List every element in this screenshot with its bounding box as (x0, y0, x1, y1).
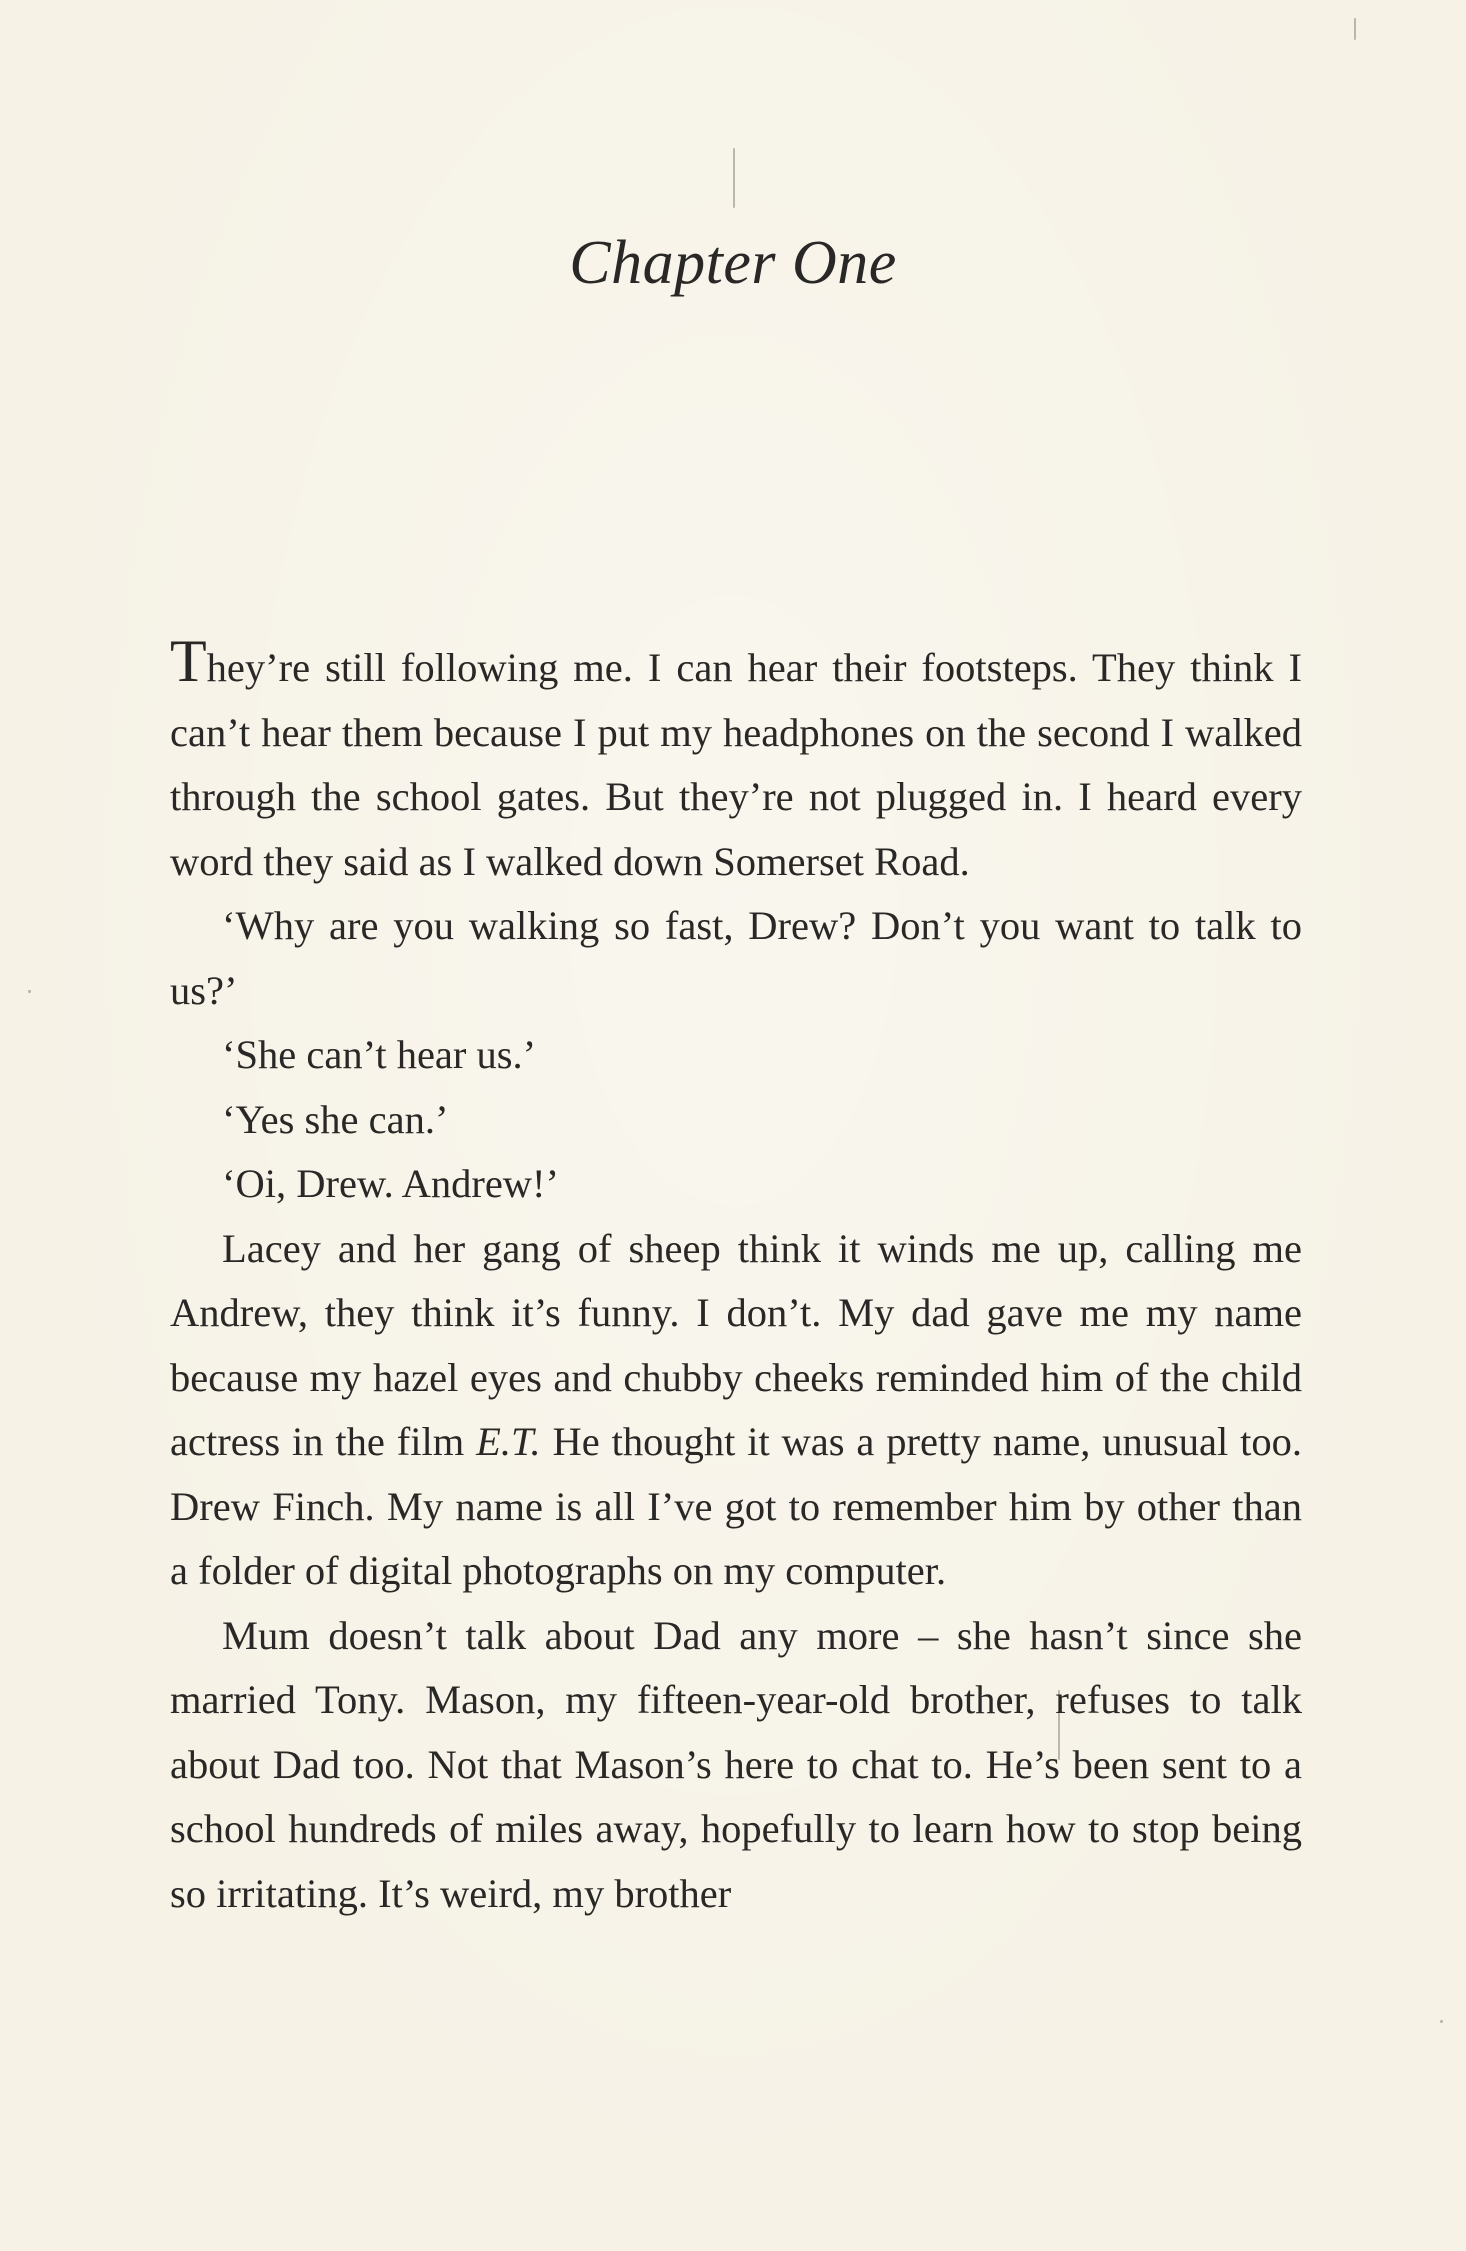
paragraph (170, 628, 1302, 894)
drop-cap: T (170, 628, 207, 694)
scan-mark (733, 148, 735, 208)
paragraph-text: hey’re still following me. I can hear their footsteps. They think I can’t hear them because I put my headphones on the second I walked through the school gates. But they’re not plugged in. I heard every word they said as I walked down Somerset Road. (170, 645, 1302, 884)
film-title: E.T. (476, 1419, 541, 1464)
scan-mark (28, 990, 31, 993)
paragraph: ‘Yes she can.’ (222, 1096, 449, 1142)
paragraph: Mum doesn’t talk about Dad any more – she hasn’t since she married Tony. Mason, my fifteen-year-old brother, refuses to talk about Dad too. Not that Mason’s here to chat to. He’s been sent to a school hundreds of miles away, hopefully to learn how to stop being so irritating. It’s weird, my brother (170, 1612, 1302, 1916)
scan-mark (1354, 18, 1356, 40)
paragraph (170, 1217, 1302, 1604)
chapter-title: Chapter One (569, 229, 897, 297)
paragraph: ‘She can’t hear us.’ (222, 1032, 537, 1077)
paragraph: ‘Oi, Drew. Andrew!’ (222, 1161, 560, 1206)
paragraph-text: He thought it was a pretty name, unusual too. Drew Finch. My name is all I’ve got to remember him by other than a folder of digital photographs on my computer. (170, 1419, 1302, 1593)
scan-mark (1440, 2020, 1443, 2023)
paragraph: ‘Why are you walking so fast, Drew? Don’t you want to talk to us?’ (170, 903, 1302, 1013)
paragraph-text: Lacey and her gang of sheep think it winds me up, calling me Andrew, they think it’s funny. I don’t. My dad gave me my name because my hazel eyes and chubby cheeks reminded him of the child actress in the film (170, 1225, 1302, 1464)
chapter-body (170, 628, 1302, 1926)
